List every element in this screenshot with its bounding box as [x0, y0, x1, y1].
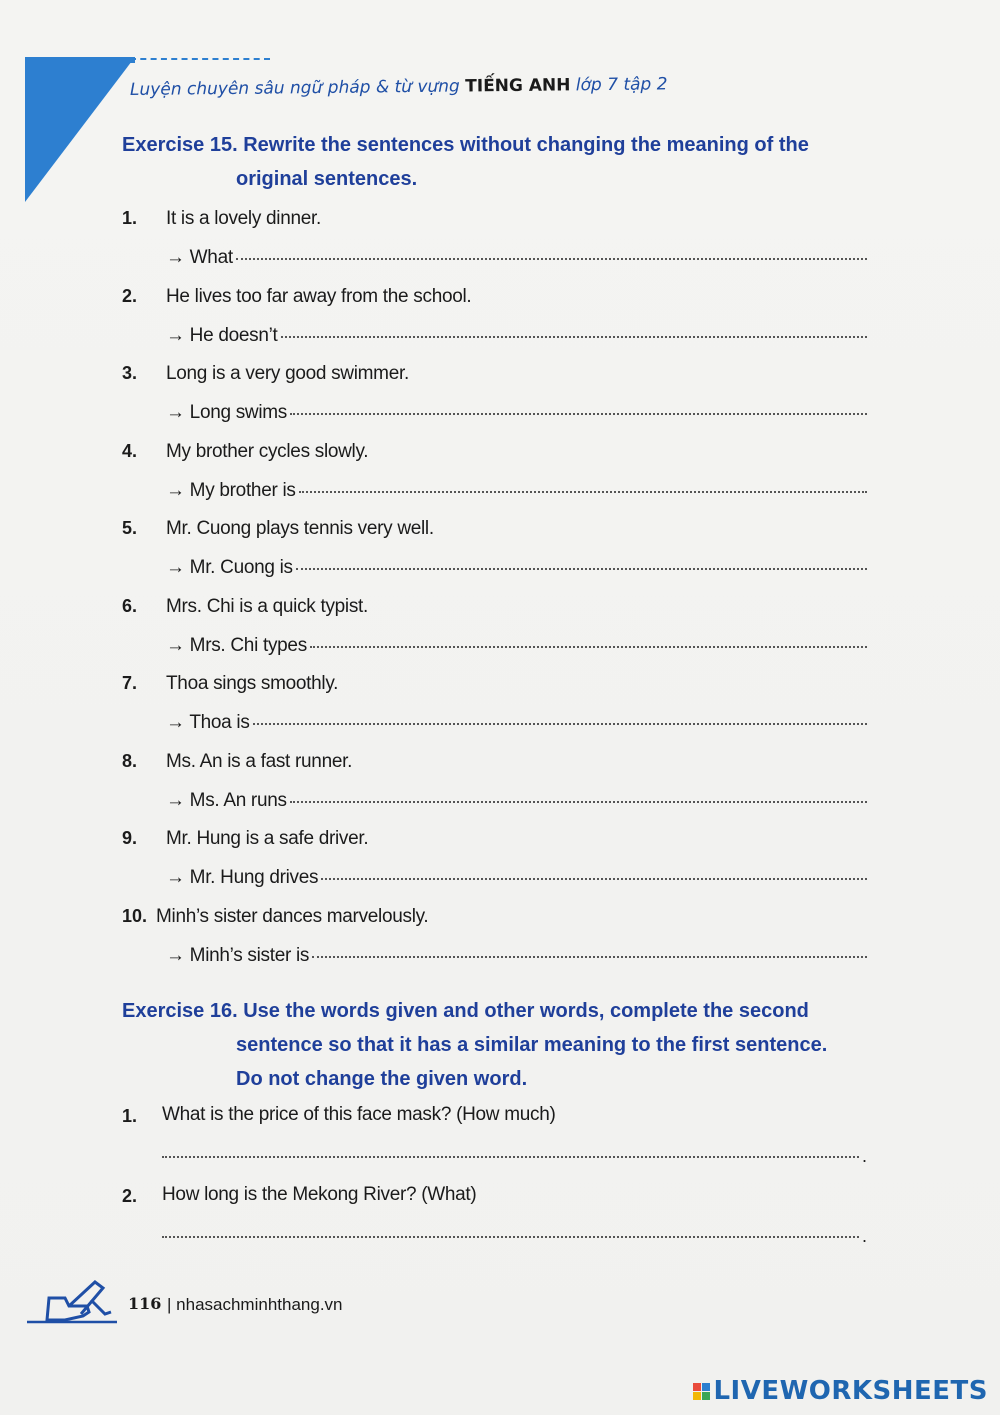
list-item	[122, 1098, 867, 1178]
item-sentence: What is the price of this face mask? (How much)	[162, 1104, 556, 1125]
list-item	[122, 278, 867, 356]
answer-prompt: → What	[166, 247, 233, 268]
answer-blank[interactable]	[236, 254, 867, 260]
answer-blank[interactable]	[281, 332, 867, 338]
exercise-16-title-line3: Do not change the given word.	[236, 1068, 528, 1090]
item-number: 4.	[122, 440, 138, 461]
answer-blank[interactable]	[253, 719, 867, 725]
list-item	[122, 355, 867, 433]
answer-blank[interactable]	[321, 874, 867, 880]
list-item	[122, 743, 867, 821]
item-number: 10.	[122, 905, 148, 926]
running-head-suffix: lớp 7 tập 2	[575, 74, 668, 96]
item-sentence: Thoa sings smoothly.	[166, 673, 339, 694]
answer-prompt: → Thoa is	[166, 712, 250, 733]
item-number: 8.	[122, 750, 138, 771]
answer-blank[interactable]	[310, 642, 867, 648]
answer-blank[interactable]	[162, 1156, 859, 1158]
running-head-bold: TIẾNG ANH	[465, 75, 571, 97]
exercise-15-list	[122, 200, 867, 975]
page-footer	[25, 1276, 425, 1326]
answer-prompt: → Mr. Cuong is	[166, 557, 293, 578]
list-item	[122, 898, 867, 976]
item-number: 5.	[122, 518, 138, 538]
answer-blank[interactable]	[312, 952, 867, 958]
exercise-15-title-line1: Exercise 15. Rewrite the sentences without changing the meaning of the	[122, 134, 809, 156]
footer-site	[167, 1295, 343, 1315]
exercise-15-title	[122, 128, 902, 196]
list-item	[122, 665, 867, 743]
footer-website: nhasachminhthang.vn	[176, 1295, 343, 1314]
page-number: 116	[128, 1294, 162, 1313]
answer-line[interactable]	[166, 325, 867, 347]
answer-blank[interactable]	[299, 487, 867, 493]
answer-line[interactable]	[166, 790, 867, 812]
answer-blank[interactable]	[162, 1236, 859, 1238]
item-number: 9.	[122, 828, 138, 848]
answer-prompt: → Minh’s sister is	[166, 944, 310, 966]
item-number: 2.	[122, 285, 138, 306]
liveworksheets-logo-icon	[693, 1383, 710, 1400]
answer-prompt: → Ms. An runs	[166, 789, 287, 811]
item-sentence: Mrs. Chi is a quick typist.	[166, 595, 369, 617]
answer-line[interactable]	[166, 712, 867, 734]
item-sentence: Mr. Cuong plays tennis very well.	[166, 518, 434, 539]
answer-blank[interactable]	[290, 797, 867, 803]
footer-separator: |	[167, 1295, 172, 1314]
item-sentence: Long is a very good swimmer.	[166, 363, 409, 384]
watermark-text: LIVEWORKSHEETS	[713, 1376, 988, 1406]
liveworksheets-watermark	[693, 1376, 988, 1406]
item-sentence: Mr. Hung is a safe driver.	[166, 828, 369, 849]
item-sentence: He lives too far away from the school.	[166, 285, 472, 307]
item-sentence: Ms. An is a fast runner.	[166, 750, 353, 772]
list-item	[122, 200, 867, 278]
exercise-16-title	[122, 994, 902, 1096]
list-item	[122, 588, 867, 666]
item-number: 1.	[122, 208, 138, 228]
answer-prompt: → My brother is	[166, 479, 296, 501]
item-sentence: How long is the Mekong River? (What)	[162, 1184, 477, 1205]
answer-line[interactable]	[166, 247, 867, 269]
header-dash-line	[130, 58, 270, 60]
list-item	[122, 820, 867, 898]
exercise-16-title-line2: sentence so that it has a similar meaning to the first sentence.	[236, 1034, 828, 1056]
answer-line[interactable]	[166, 557, 867, 579]
item-sentence: It is a lovely dinner.	[166, 208, 321, 229]
answer-blank[interactable]	[296, 564, 867, 570]
item-number: 7.	[122, 673, 138, 693]
list-item	[122, 1178, 867, 1258]
item-number: 1.	[122, 1106, 138, 1126]
line-end-period: .	[861, 1226, 867, 1246]
answer-prompt: → Long swims	[166, 402, 287, 423]
answer-line[interactable]	[166, 635, 867, 657]
answer-line[interactable]	[166, 945, 867, 967]
list-item	[122, 510, 867, 588]
item-number: 3.	[122, 363, 138, 383]
exercise-15-title-line2: original sentences.	[236, 168, 418, 190]
corner-decoration	[25, 57, 135, 202]
writing-hand-icon	[25, 1276, 120, 1326]
running-head	[130, 73, 830, 100]
running-head-prefix: Luyện chuyên sâu ngữ pháp & từ vựng	[129, 76, 460, 100]
exercise-16-list	[122, 1098, 867, 1258]
exercise-16-title-line1: Exercise 16. Use the words given and other words, complete the second	[122, 1000, 809, 1022]
item-sentence: My brother cycles slowly.	[166, 440, 369, 462]
answer-prompt: → Mr. Hung drives	[166, 867, 319, 888]
answer-prompt: → He doesn’t	[166, 324, 278, 346]
item-number: 6.	[122, 595, 138, 616]
answer-blank[interactable]	[290, 409, 867, 415]
item-sentence: Minh’s sister dances marvelously.	[156, 905, 429, 927]
line-end-period: .	[861, 1146, 867, 1166]
item-number: 2.	[122, 1186, 138, 1206]
list-item	[122, 433, 867, 511]
answer-line[interactable]	[166, 867, 867, 889]
answer-prompt: → Mrs. Chi types	[166, 634, 307, 656]
answer-line[interactable]	[166, 402, 867, 424]
answer-line[interactable]	[166, 480, 867, 502]
